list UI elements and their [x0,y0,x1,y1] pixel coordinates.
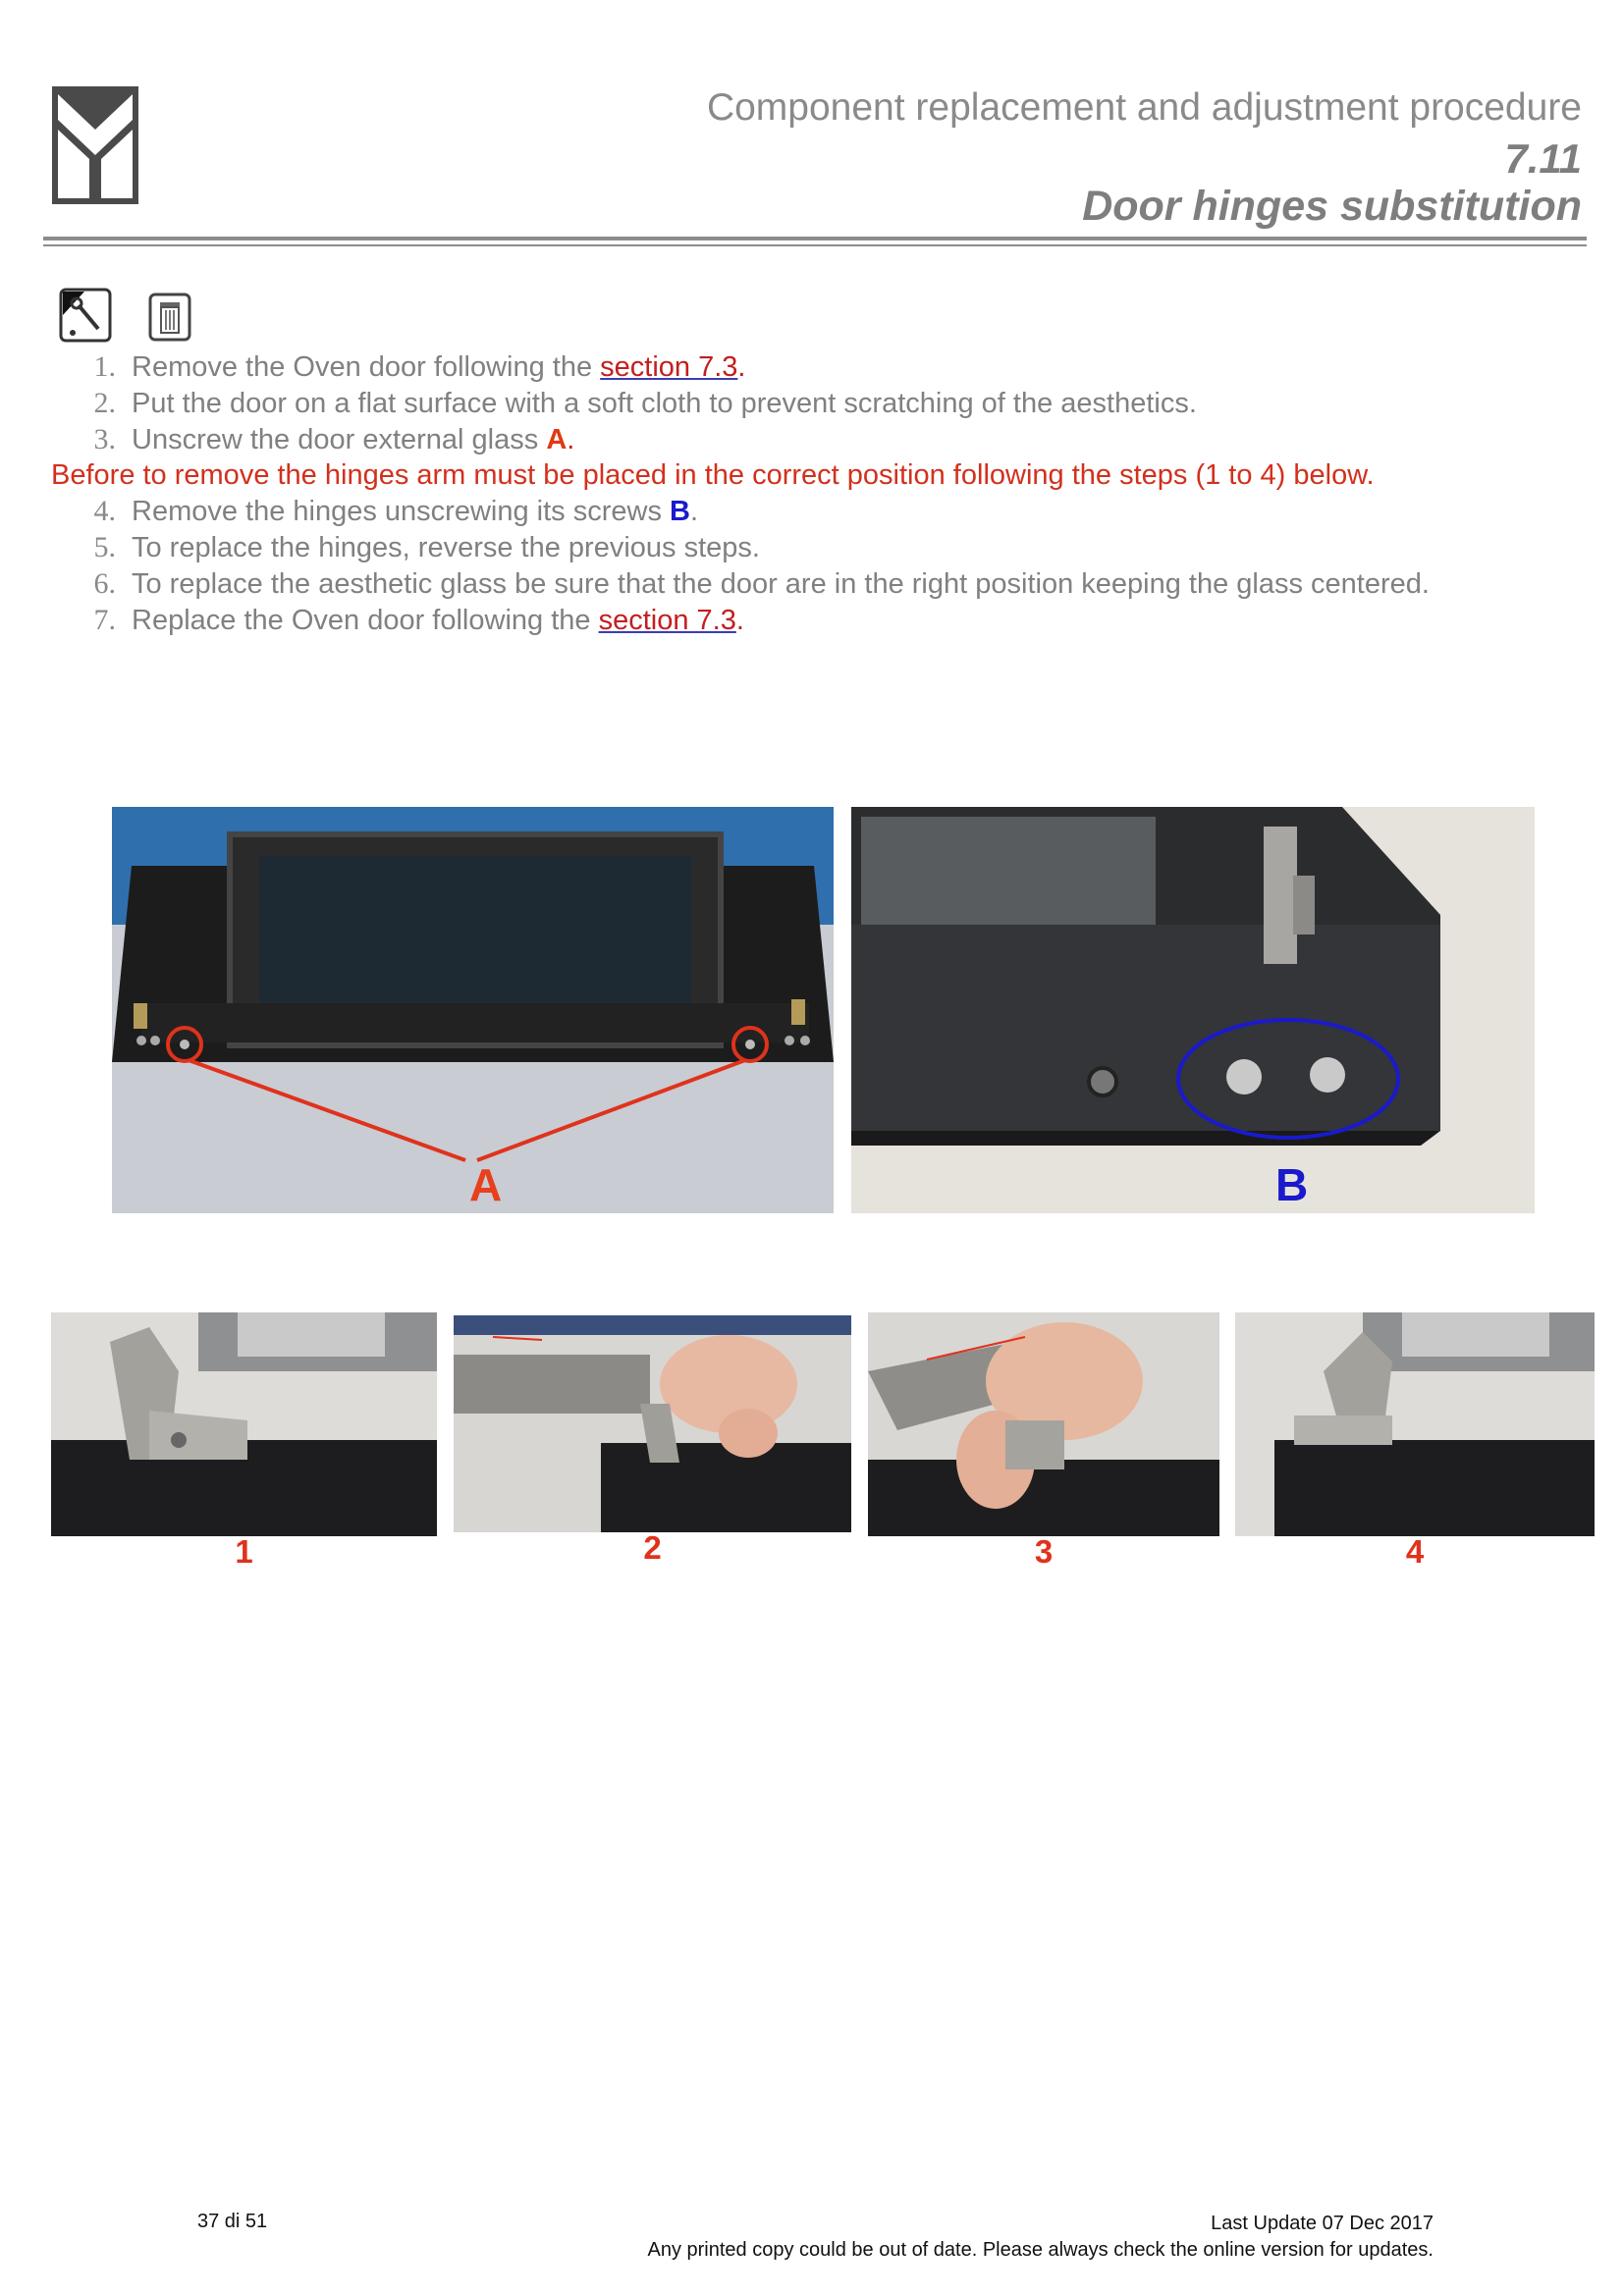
sequence-photo-4 [1235,1312,1595,1536]
step-item: 7. Replace the Oven door following the section 7.3. [93,604,744,636]
photo-hinge-screws [851,807,1535,1213]
sequence-caption-2: 2 [643,1529,662,1566]
step-item: 4. Remove the hinges unscrewing its screws B. [93,495,699,527]
sequence-caption-4: 4 [1405,1533,1425,1570]
sequence-photo-2 [454,1315,851,1532]
sequence-photo-1 [51,1312,437,1536]
tool-icon [59,288,112,343]
section-number: 7.11 [1504,135,1582,182]
step-item: 1. Remove the Oven door following the section 7.3. [93,350,746,383]
photo-label-a: A [469,1159,503,1210]
step-item: 6. To replace the aesthetic glass be sure that the door are in the right position keeping the glass centered. [93,567,1430,600]
header-rule [43,237,1587,240]
photo-label-b: B [1275,1159,1309,1210]
sequence-caption-1: 1 [235,1533,253,1570]
section-link[interactable]: section 7.3 [600,351,738,383]
warning-note: Before to remove the hinges arm must be placed in the correct position following the steps (1 to 4) below. [51,459,1375,491]
sequence-photo-3 [868,1312,1219,1536]
sequence-caption-3: 3 [1034,1533,1054,1570]
section-link[interactable]: section 7.3 [598,605,736,636]
header-title: Component replacement and adjustment procedure [706,86,1582,129]
step-item: 3. Unscrew the door external glass A. [93,423,575,455]
trash-bin-icon [148,293,191,342]
last-update: Last Update 07 Dec 2017 [1211,2213,1434,2234]
header-rule-thin [43,244,1587,246]
brand-logo [52,86,138,204]
disclaimer: Any printed copy could be out of date. Please always check the online version for updates. [647,2239,1434,2261]
step-item: 2. Put the door on a flat surface with a soft cloth to prevent scratching of the aesthetics. [93,387,1197,419]
section-title: Door hinges substitution [1082,183,1582,230]
page-number: 37 di 51 [197,2211,268,2232]
step-item: 5. To replace the hinges, reverse the previous steps. [93,531,760,563]
photo-door-glass [112,807,834,1213]
